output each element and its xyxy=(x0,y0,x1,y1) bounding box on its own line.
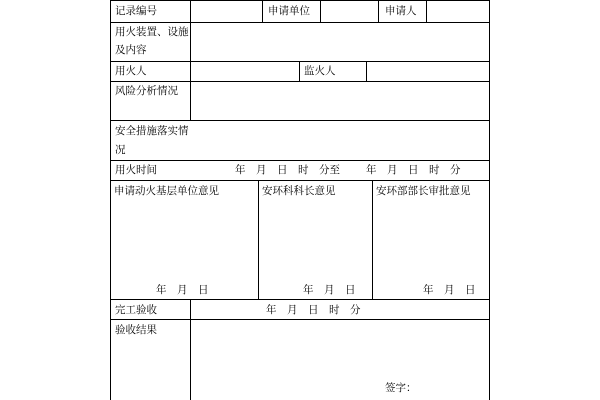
fire-time-from: 年 月 日 时 分至 xyxy=(235,164,340,176)
risk-analysis-label: 风险分析情况 xyxy=(115,85,178,97)
fire-time-label: 用火时间 xyxy=(115,164,157,176)
opinion-dept-head-date: 年 月 日 xyxy=(423,284,476,296)
table-border-right xyxy=(489,0,490,400)
opinion-dept-head-label: 安环部部长审批意见 xyxy=(376,185,471,197)
safety-measures-field[interactable] xyxy=(111,121,489,160)
opinion-grassroots-field[interactable] xyxy=(111,200,257,278)
table-rule-row5 xyxy=(110,160,490,161)
opinion-dept-head-field[interactable] xyxy=(373,200,489,278)
signature-field[interactable] xyxy=(420,379,488,397)
applicant-field[interactable] xyxy=(427,1,489,22)
opinion-section-chief-date: 年 月 日 xyxy=(303,284,356,296)
fire-watcher-field[interactable] xyxy=(367,62,489,81)
table-rule-row7 xyxy=(110,299,490,300)
applicant-label: 申请人 xyxy=(385,5,417,17)
fire-device-label-line2: 及内容 xyxy=(115,44,147,56)
record-no-label: 记录编号 xyxy=(115,5,157,17)
safety-measures-label-line2: 况 xyxy=(115,144,126,156)
risk-analysis-field[interactable] xyxy=(191,82,489,120)
fire-user-label: 用火人 xyxy=(115,65,147,77)
fire-device-field[interactable] xyxy=(191,23,489,61)
col-watcher-label-left xyxy=(299,61,300,81)
fire-device-label-line1: 用火装置、设施 xyxy=(115,26,189,38)
opinion-grassroots-label: 申请动火基层单位意见 xyxy=(114,185,219,197)
table-rule-row6 xyxy=(110,180,490,181)
applicant-unit-field[interactable] xyxy=(321,1,377,22)
col-applicant-label-left xyxy=(378,0,379,22)
applicant-unit-label: 申请单位 xyxy=(268,5,310,17)
record-no-field[interactable] xyxy=(191,1,261,22)
fire-time-to: 年 月 日 时 分 xyxy=(366,164,461,176)
opinion-section-chief-field[interactable] xyxy=(259,200,371,278)
safety-measures-label-line1: 安全措施落实情 xyxy=(115,125,189,137)
fire-watcher-label: 监火人 xyxy=(304,65,336,77)
fire-user-field[interactable] xyxy=(191,62,298,81)
signature-label: 签字： xyxy=(385,382,417,394)
completion-check-label: 完工验收 xyxy=(115,304,157,316)
completion-check-time: 年 月 日 时 分 xyxy=(266,304,361,316)
check-result-label: 验收结果 xyxy=(115,324,157,336)
check-result-field[interactable] xyxy=(191,320,489,378)
col-unit-label-left xyxy=(262,0,263,22)
opinion-section-chief-label: 安环科科长意见 xyxy=(262,185,336,197)
opinion-grassroots-date: 年 月 日 xyxy=(156,284,209,296)
